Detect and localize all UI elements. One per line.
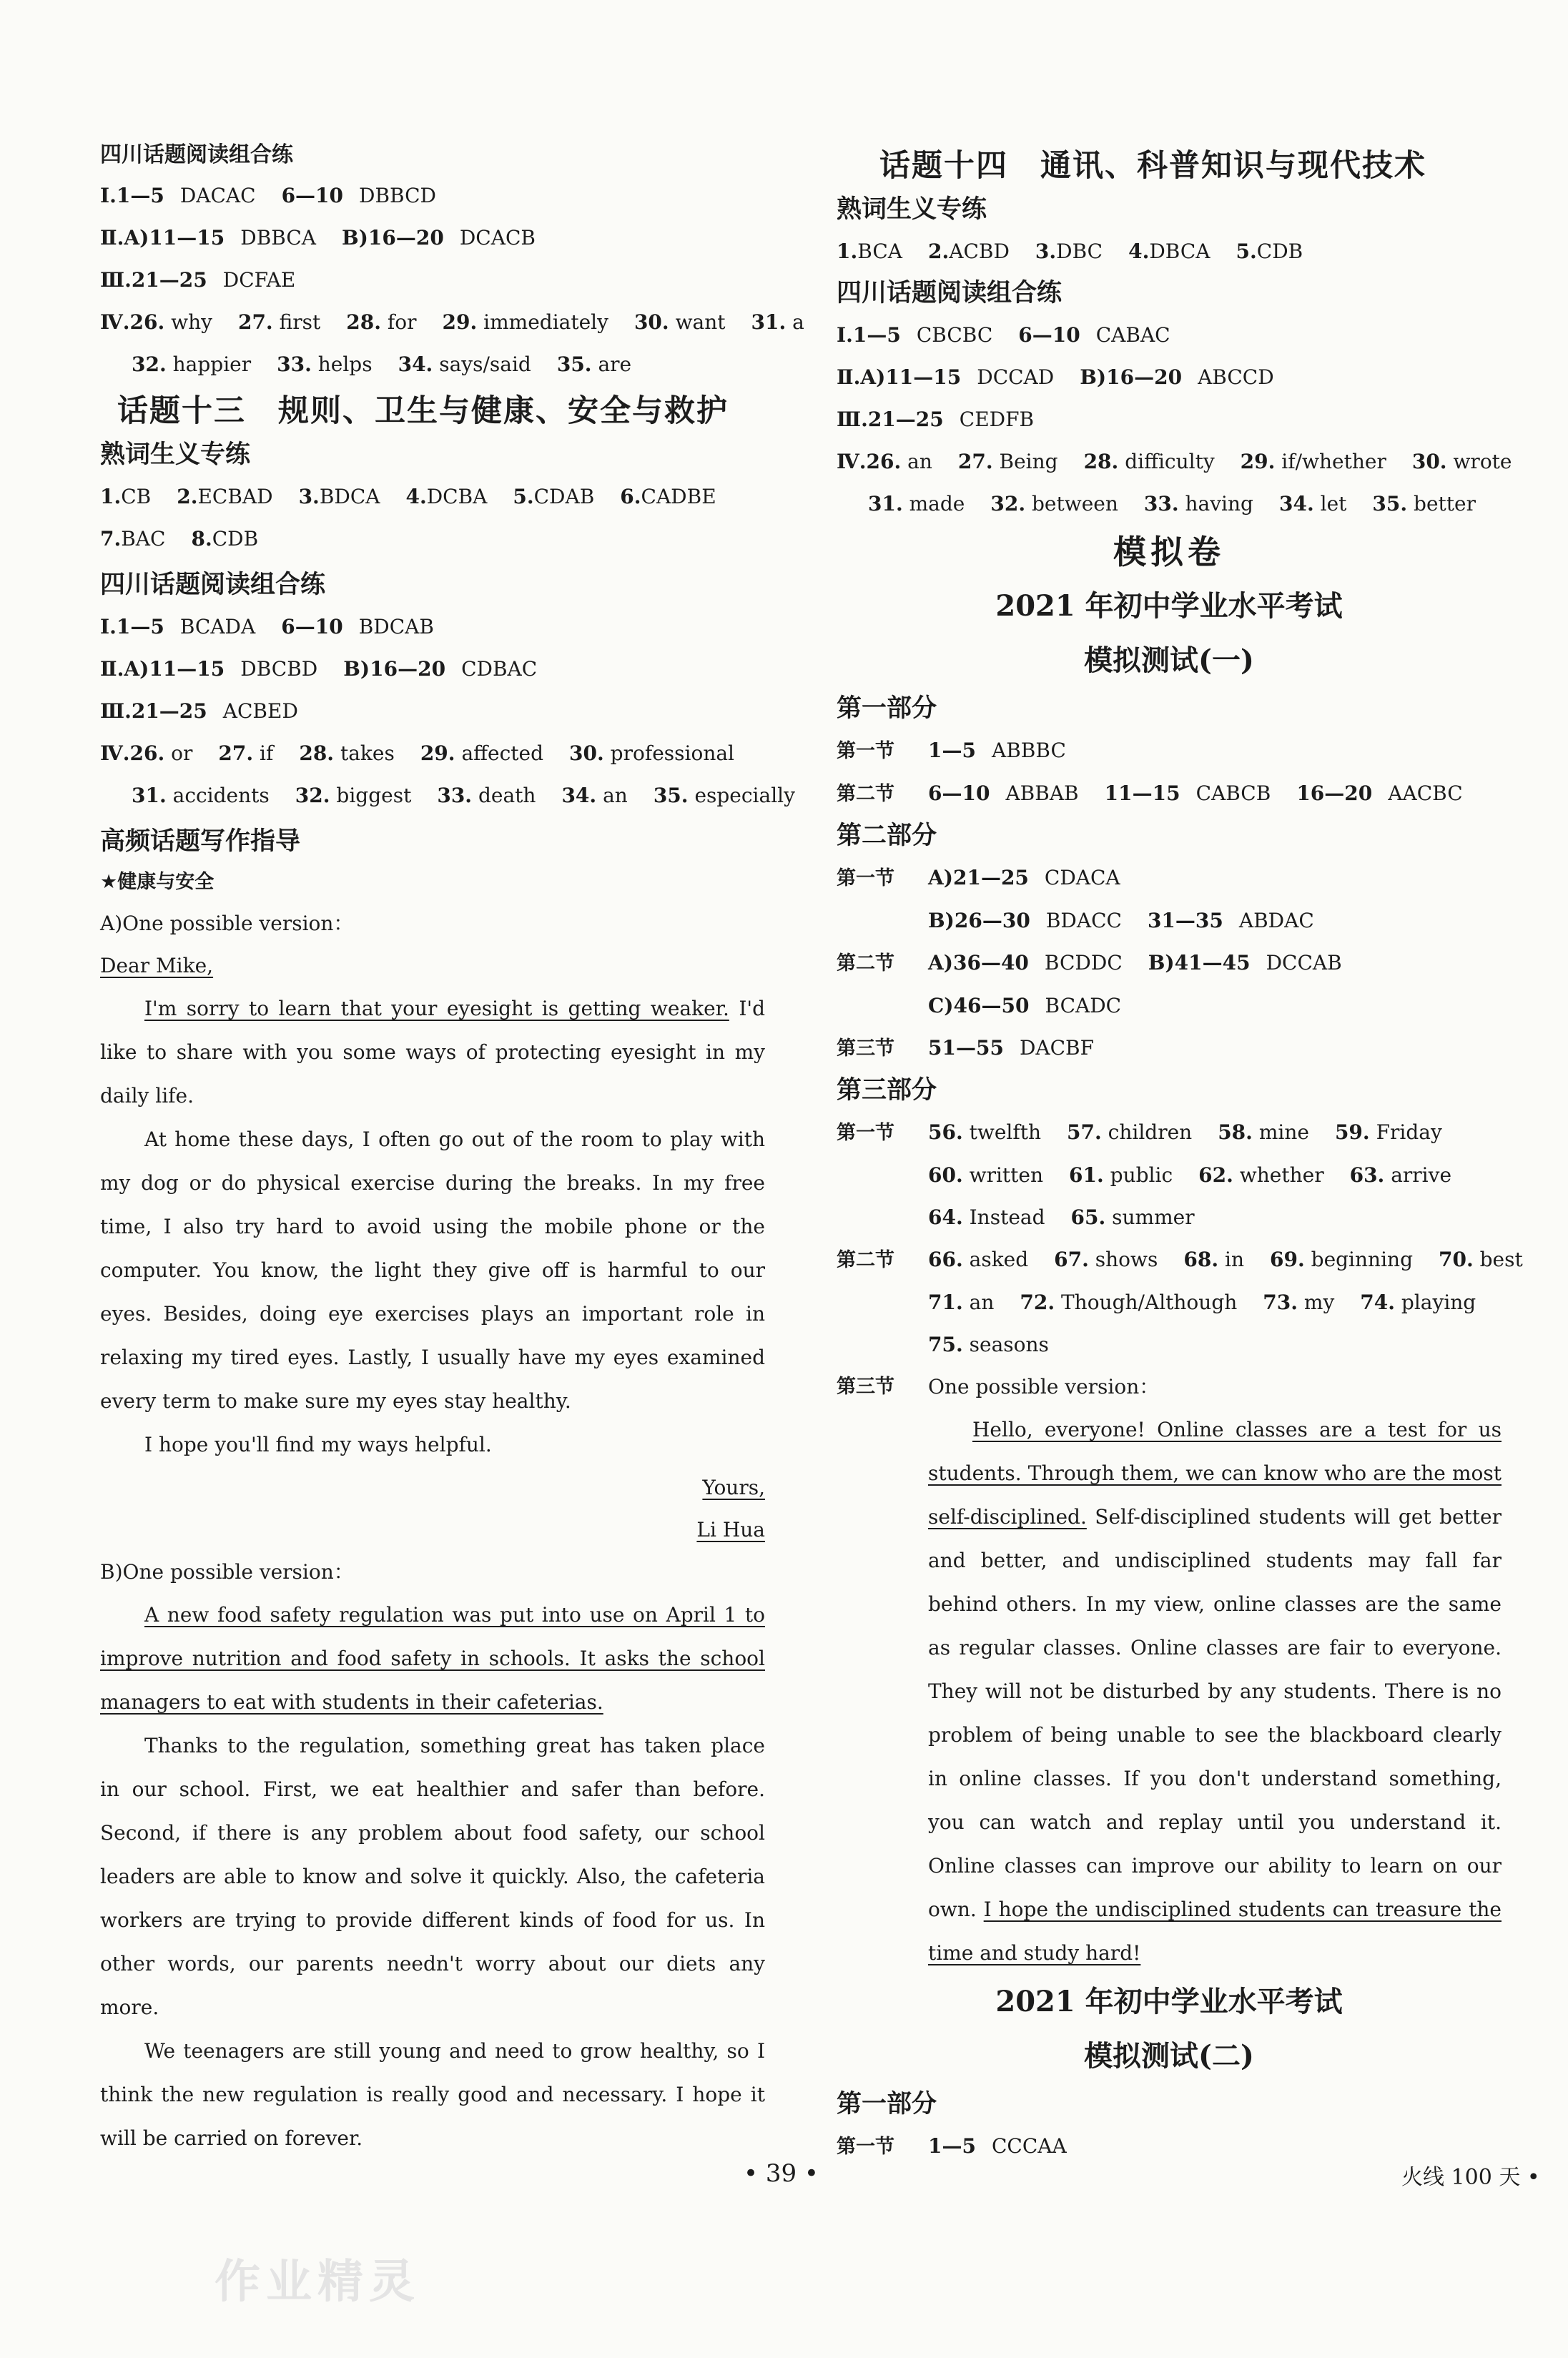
answer-line: Ⅱ.A)11—15 DBCBD B)16—20 CDBAC xyxy=(100,657,538,681)
section-heading: 熟词生义专练 xyxy=(100,440,251,469)
answer-line: 第一节 1—5 ABBBC xyxy=(837,739,1066,762)
answer-line: 1.CB 2.ECBAD 3.BDCA 4.DCBA 5.CDAB 6.CADBE xyxy=(100,485,716,508)
section-heading: 四川话题阅读组合练 xyxy=(100,571,326,599)
page-number: • 39 • xyxy=(744,2159,819,2188)
essay-paragraph: A new food safety regulation was put into use on April 1 to improve nutrition and food safety in schools. It asks the school managers to eat with students in their cafeterias. xyxy=(100,1603,765,1714)
answer-line: 71. an 72. Though/Although 73. my 74. playing xyxy=(928,1291,1476,1314)
answer-line: 32. happier 33. helps 34. says/said 35. are xyxy=(132,352,632,376)
exam-title: 2021 年初中学业水平考试 xyxy=(995,1985,1343,2018)
essay-paragraph: At home these days, I often go out of the room to play with my dog or do physical exercise during the breaks. In my free time, I also try hard to avoid using the mobile phone or the computer. You know, the light they give off is harmful to our eyes. Besides, doing eye exercises plays an important role in relaxing my tired eyes. Lastly, I usually have my eyes examined every term to make sure my eyes stay healthy. xyxy=(100,1128,765,1413)
watermark: 作业精灵 xyxy=(215,2256,420,2309)
part-heading: 第二部分 xyxy=(837,822,937,850)
footer-brand: 火线 100 天 • xyxy=(1401,2165,1540,2190)
essay-paragraph: Hello, everyone! Online classes are a test for us students. Through them, we can know who are the most self-disciplined. Self-disciplined students will get better and better, and undisciplined students may fall far behind others. In my view, online classes are the same as regular classes. Online classes are fair to everyone. They will not be disturbed by any students. There is no problem of being unable to see the blackboard clearly in online classes. If you don't understand something, you can watch and replay until you understand it. Online classes can improve our ability to learn on our own. I hope the undisciplined students can treasure the time and study hard! xyxy=(928,1418,1502,1965)
version-label: One possible version： xyxy=(928,1375,1160,1398)
answer-line: Ⅳ.26. why 27. first 28. for 29. immediately 30. want 31. a xyxy=(100,310,804,334)
answer-line: Ⅲ.21—25 CEDFB xyxy=(837,408,1035,431)
answer-line: 31. made 32. between 33. having 34. let 35. better xyxy=(868,492,1476,515)
answer-line: C)46—50 BCADC xyxy=(928,994,1122,1017)
answer-line: Ⅳ.26. or 27. if 28. takes 29. affected 30. professional xyxy=(100,741,735,765)
section-heading: 四川话题阅读组合练 xyxy=(837,279,1062,307)
closing: Yours, xyxy=(702,1476,765,1499)
essay-paragraph: We teenagers are still young and need to grow healthy, so I think the new regulation is really good and necessary. I hope it will be carried on forever. xyxy=(100,2039,765,2150)
section-heading: 熟词生义专练 xyxy=(837,195,987,224)
answer-line: Ⅱ.A)11—15 DBBCA B)16—20 DCACB xyxy=(100,226,536,250)
answer-line: 第二节 6—10 ABBAB 11—15 CABCB 16—20 AACBC xyxy=(837,781,1463,805)
exam-subtitle: 模拟测试(一) xyxy=(1084,643,1254,677)
essay-block: 第三节 One possible version： Hello, everyone! Online classes are a test for us students. Through them, we can know who are the most self-disciplined. Self-disciplined students will get better and better, and undisciplined students may fall far behind others. In my view, online classes are the same as regular classes. Online classes are fair to everyone. They will not be disturbed by any students. There is no problem of being unable to see the blackboard clearly in online classes. If you don't understand something, you can watch and replay until you understand it. Online classes can improve our ability to learn on our own. I hope the undisciplined students can treasure the time and study hard! xyxy=(837,1366,1502,1975)
answer-line: B)26—30 BDACC 31—35 ABDAC xyxy=(928,909,1314,932)
section-heading: 高频话题写作指导 xyxy=(100,827,301,856)
answer-line: 75. seasons xyxy=(928,1333,1049,1356)
answer-line: 7.BAC 8.CDB xyxy=(100,527,259,551)
answer-line: Ⅰ.1—5 CBCBC 6—10 CABAC xyxy=(837,323,1170,347)
topic-title: 话题十四 通讯、科普知识与现代技术 xyxy=(879,148,1426,184)
answer-line: Ⅱ.A)11—15 DCCAD B)16—20 ABCCD xyxy=(837,365,1274,389)
answer-line: 第一节 1—5 CCCAA xyxy=(837,2134,1067,2158)
left-column xyxy=(100,136,804,2160)
part-heading: 第一部分 xyxy=(837,694,937,723)
version-label: A)One possible version： xyxy=(100,912,354,935)
answer-line: Ⅲ.21—25 DCFAE xyxy=(100,268,296,292)
answer-line: 第一节 A)21—25 CDACA xyxy=(837,866,1120,889)
part-heading: 第一部分 xyxy=(837,2090,937,2118)
answer-line: 64. Instead 65. summer xyxy=(928,1205,1195,1229)
essay-paragraph: I'm sorry to learn that your eyesight is getting weaker. I'd like to share with you some ways of protecting eyesight in my daily life. xyxy=(100,997,765,1108)
salutation: Dear Mike, xyxy=(100,954,214,977)
answer-line: Ⅰ.1—5 BCADA 6—10 BDCAB xyxy=(100,615,434,638)
answer-line: 第三节 51—55 DACBF xyxy=(837,1036,1095,1060)
version-label: B)One possible version： xyxy=(100,1560,354,1584)
answer-line: 1.BCA 2.ACBD 3.DBC 4.DBCA 5.CDB xyxy=(837,240,1303,263)
answer-line: Ⅲ.21—25 ACBED xyxy=(100,699,298,723)
answer-line: 第一节 56. twelfth 57. children 58. mine 59. Friday xyxy=(837,1120,1442,1144)
exam-title: 2021 年初中学业水平考试 xyxy=(995,589,1343,623)
answer-line: Ⅰ.1—5 DACAC 6—10 DBBCD xyxy=(100,184,437,207)
answer-line: Ⅳ.26. an 27. Being 28. difficulty 29. if/whether 30. wrote xyxy=(837,450,1512,473)
answer-line: 第二节 A)36—40 BCDDC B)41—45 DCCAB xyxy=(837,951,1342,975)
subsection-label: ★健康与安全 xyxy=(100,871,215,893)
essay-paragraph: Thanks to the regulation, something great has taken place in our school. First, we eat healthier and safer than before. Second, if there is any problem about food safety, our school leaders are able to know and solve it quickly. Also, the cafeteria workers are trying to provide different kinds of food for us. In other words, our parents needn't worry about our diets any more. xyxy=(100,1734,765,2019)
answer-line: 31. accidents 32. biggest 33. death 34. an 35. especially xyxy=(132,784,795,807)
section-heading: 四川话题阅读组合练 xyxy=(100,142,293,167)
answer-line: 60. written 61. public 62. whether 63. arrive xyxy=(928,1163,1452,1187)
right-column xyxy=(837,143,1523,2168)
signature: Li Hua xyxy=(696,1518,765,1541)
topic-title: 话题十三 规则、卫生与健康、安全与救护 xyxy=(117,393,729,429)
exam-subtitle: 模拟测试(二) xyxy=(1084,2039,1254,2073)
essay-paragraph: I hope you'll find my ways helpful. xyxy=(144,1433,492,1456)
answer-line: 第二节 66. asked 67. shows 68. in 69. beginning 70. best xyxy=(837,1248,1523,1271)
part-heading: 第三部分 xyxy=(837,1076,937,1105)
mock-title: 模拟卷 xyxy=(1113,533,1225,571)
